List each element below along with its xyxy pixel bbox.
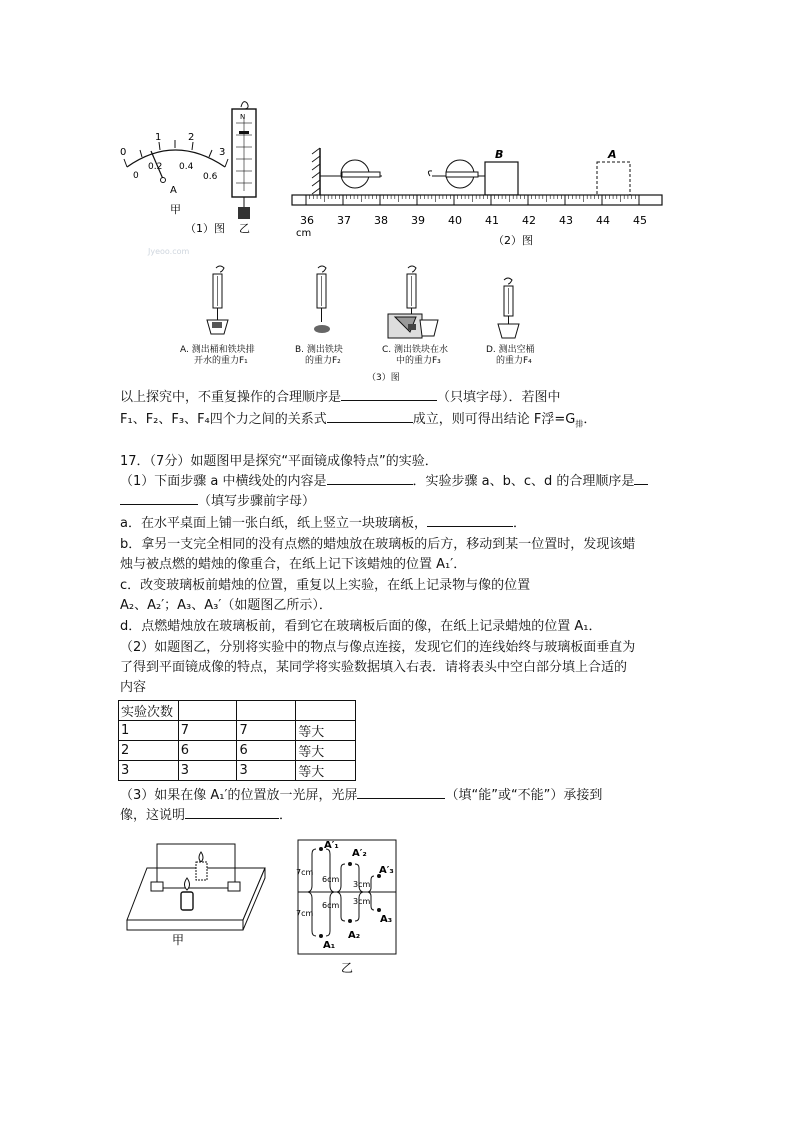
point-a2p: [348, 862, 352, 866]
spring-scale-weight: [238, 207, 250, 219]
block-a-label: A: [608, 148, 617, 161]
answer-blank-order[interactable]: [341, 388, 437, 401]
ammeter-pivot: [161, 178, 166, 183]
point-a1: [319, 934, 323, 938]
ammeter-inner-tick-0: 0: [133, 171, 139, 181]
label-7cm-bottom: 7cm: [296, 909, 314, 918]
setup-d: [498, 278, 519, 338]
ruler-label: 42: [522, 214, 536, 227]
point-a1p: [319, 847, 323, 851]
q16-line2: [120, 410, 596, 435]
ruler-label: 44: [596, 214, 610, 227]
q17-step-c2: A₂、A₂′；A₃、A₃′（如题图乙所示）．: [120, 598, 332, 613]
ruler-labels: [300, 214, 647, 227]
q17-p1-a: （1）下面步骤 a 中横线处的内容是: [120, 474, 327, 489]
table-cell: 6: [178, 741, 237, 761]
ammeter-tick-0: 0: [120, 147, 127, 158]
q17-data-table: [118, 700, 356, 781]
q16-line1-a: 以上探究中，不重复操作的合理顺序是: [120, 390, 342, 405]
ammeter-tick-1: 1: [155, 132, 162, 143]
table-cell: 3: [178, 761, 237, 781]
ruler: [292, 195, 662, 205]
fig3-caption-d: [486, 345, 535, 367]
table-cell: 等大: [296, 721, 356, 741]
base-board-side: [127, 920, 243, 930]
fig3-c-line2: 中的重力F₃: [396, 356, 441, 366]
q17-p2-line3: 内容: [120, 680, 147, 695]
fig3-d-line1: D. 测出空桶: [486, 345, 535, 355]
plate-holder-left: [151, 882, 163, 891]
fig3-c-line1: C. 测出铁块在水: [382, 345, 449, 355]
spring-scale-hook-top: [241, 102, 248, 109]
table-header-row: [119, 701, 356, 721]
table-cell: 1: [119, 721, 179, 741]
q16-line2-b: 成立，则可得出结论 F浮=G: [412, 412, 576, 427]
q17-step-b1: b．拿另一支完全相同的没有点燃的蜡烛放在玻璃板的后方，移动到某一位置时，发现该蜡: [120, 537, 636, 552]
fig3-d-line2: 的重力F₄: [496, 356, 532, 366]
table-cell: 7: [237, 721, 296, 741]
table-row: [119, 761, 356, 781]
q17-step-d: d．点燃蜡烛放在玻璃板前，看到它在玻璃板后面的像，在纸上记录蜡烛的位置 A₁．: [120, 619, 602, 634]
q17-p1-b: ．实验步骤 a、b、c、d 的合理顺序是: [412, 474, 635, 489]
table-header-cell-blank[interactable]: [296, 701, 356, 721]
setup-b: [314, 266, 330, 333]
ammeter-tick-2: 2: [188, 132, 195, 143]
ammeter-scale-arc: [127, 150, 225, 167]
label-6cm-bottom: 6cm: [322, 901, 340, 910]
fig3-b-line2: 的重力F₂: [305, 356, 341, 366]
block-a: [597, 162, 630, 195]
answer-blank-sequence-b[interactable]: [120, 492, 198, 505]
answer-blank-sequence-a[interactable]: [634, 472, 648, 485]
ammeter-inner-tick-3: 0.6: [203, 172, 218, 182]
fig2-caption: （2）图: [493, 234, 533, 247]
ruler-label: 40: [448, 214, 462, 227]
answer-blank-screen[interactable]: [357, 786, 445, 799]
label-6cm-top: 6cm: [322, 875, 340, 884]
fig3-b-line1: B. 测出铁块: [295, 345, 343, 355]
q16-line1-b: （只填字母）．若图中: [437, 390, 561, 405]
label-a2: A₂: [348, 930, 361, 941]
fig1-caption: （1）图: [185, 222, 225, 235]
fig3-a-line2: 开水的重力F₁: [194, 356, 248, 366]
q17-p3-line2: [120, 806, 292, 826]
ruler-label: 45: [633, 214, 647, 227]
q17-p2-line2: 了得到平面镜成像的特点，某同学将实验数据填入右表．请将表头中空白部分填上合适的: [120, 660, 628, 675]
spring-body-2: [446, 172, 478, 177]
label-a1: A₁: [323, 940, 336, 951]
point-a2: [348, 919, 352, 923]
fig1-label-jia: 甲: [170, 203, 181, 216]
q17-p3-end: ．: [279, 808, 293, 823]
paper: [298, 840, 396, 954]
spring-body-1: [342, 172, 380, 177]
label-a3: A₃: [380, 914, 393, 925]
candle-lit: [181, 892, 193, 910]
fig3-caption-c: [382, 345, 448, 367]
q17-step-b2: 烛与被点燃的蜡烛的像重合，在纸上记下该蜡烛的位置 A₁′．: [120, 557, 467, 572]
q17-p3-c: 像，这说明: [120, 808, 186, 823]
q17-step-a: a．在水平桌面上铺一张白纸，纸上竖立一块玻璃板， ．: [120, 516, 526, 531]
table-header-cell-blank[interactable]: [237, 701, 296, 721]
ruler-label: 37: [337, 214, 351, 227]
table-header-cell: 实验次数: [119, 701, 179, 721]
q17-p2-line1: （2）如题图乙，分别将实验中的物点与像点连接，发现它们的连线始终与玻璃板面垂直为: [120, 640, 636, 655]
label-3cm-top: 3cm: [353, 880, 371, 889]
spring-hook-2: [428, 171, 432, 176]
ruler-label: 41: [485, 214, 499, 227]
ruler-unit: cm: [296, 228, 312, 239]
fig-yi-label: 乙: [341, 961, 354, 975]
ammeter-inner-tick-2: 0.4: [179, 162, 194, 172]
label-7cm-top: 7cm: [296, 868, 314, 877]
spring-scale-unit: N: [240, 113, 246, 121]
label-a1p: A′₁: [324, 840, 339, 851]
q16-line2-sub: 排: [575, 419, 584, 429]
ruler-label: 38: [374, 214, 388, 227]
figure-2: [290, 140, 665, 250]
figure-yi: [296, 838, 400, 976]
table-cell: 6: [237, 741, 296, 761]
label-3cm-bottom: 3cm: [353, 897, 371, 906]
answer-blank-glass[interactable]: [427, 514, 513, 527]
table-cell: 3: [119, 761, 179, 781]
block-b-label: B: [495, 148, 504, 161]
ruler-label: 43: [559, 214, 573, 227]
table-row: [119, 721, 356, 741]
fig3-caption-a: [180, 345, 255, 367]
q16-line2-end: ．: [583, 412, 597, 427]
answer-blank-conclusion[interactable]: [185, 806, 279, 819]
fig3-caption-b: [295, 345, 343, 367]
q17-p3-line1: [120, 786, 602, 806]
table-cell: 3: [237, 761, 296, 781]
answer-blank-step-a[interactable]: [327, 472, 413, 485]
ruler-label: 39: [411, 214, 425, 227]
block-b: [485, 162, 518, 195]
table-row: [119, 741, 356, 761]
q17-p1-line1: [120, 472, 648, 492]
fig1-label-yi: 乙: [239, 222, 250, 235]
q17-step-a-text: a．在水平桌面上铺一张白纸，纸上竖立一块玻璃板，: [120, 516, 427, 531]
answer-blank-relation[interactable]: [327, 410, 413, 423]
plate-holder-right: [228, 882, 240, 891]
candle-image: [196, 862, 207, 880]
figure-3: [170, 262, 540, 354]
ruler-label: 36: [300, 214, 314, 227]
q17-p3-b: （填“能”或“不能”）承接到: [445, 788, 603, 803]
q17-p3-a: （3）如果在像 A₁′的位置放一光屏，光屏: [120, 788, 358, 803]
candle-image-flame: [199, 852, 203, 862]
watermark: Jyeoo.com: [148, 247, 190, 256]
ammeter-inner-tick-1: 0.2: [148, 162, 163, 172]
q16-line1: [120, 388, 561, 408]
table-cell: 等大: [296, 761, 356, 781]
figure-jia: [125, 838, 275, 948]
spring-scale-pointer: [239, 131, 249, 134]
q17-title: 17．（7分）如题图甲是探究“平面镜成像特点”的实验．: [120, 454, 438, 469]
q17-p1-line2: [120, 492, 315, 512]
figure-1: [115, 95, 275, 240]
label-a2p: A′₂: [352, 848, 367, 859]
table-header-cell-blank[interactable]: [178, 701, 237, 721]
q17-step-c1: c．改变玻璃板前蜡烛的位置，重复以上实验，在纸上记录物与像的位置: [120, 578, 531, 593]
label-a3p: A′₃: [379, 865, 394, 876]
setup-c: [388, 266, 438, 338]
q17-p1-c: （填写步骤前字母）: [198, 494, 316, 509]
table-cell: 2: [119, 741, 179, 761]
q16-line2-a: F₁、F₂、F₃、F₄四个力之间的关系式: [120, 412, 327, 427]
ammeter-unit: A: [170, 185, 177, 196]
fig-jia-label: 甲: [172, 933, 185, 947]
table-cell: 等大: [296, 741, 356, 761]
table-cell: 7: [178, 721, 237, 741]
point-a3: [377, 908, 381, 912]
ammeter-tick-3: 3: [219, 147, 226, 158]
fig3-caption: （3）图: [367, 373, 400, 383]
setup-a: [207, 266, 228, 334]
fig3-a-line1: A. 测出桶和铁块排: [180, 345, 255, 355]
